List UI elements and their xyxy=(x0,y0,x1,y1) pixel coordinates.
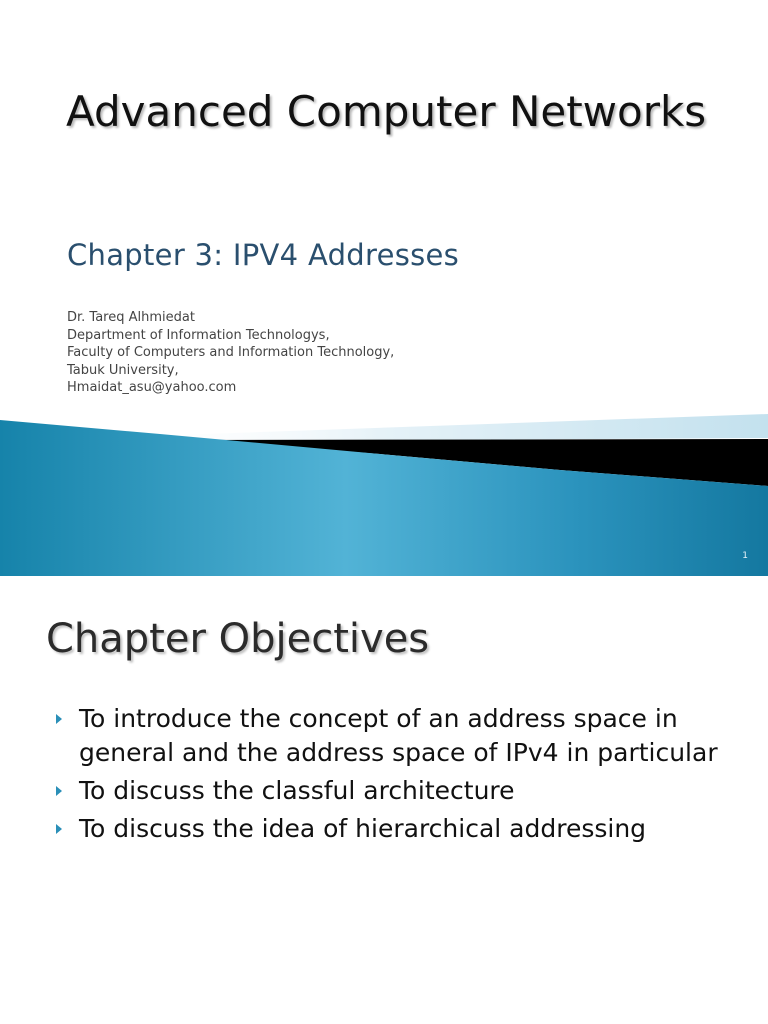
list-item xyxy=(54,774,744,808)
author-email: Hmaidat_asu@yahoo.com xyxy=(67,380,237,395)
author-university: Tabuk University, xyxy=(67,362,179,378)
author-faculty: Faculty of Computers and Information Technology, xyxy=(67,345,395,360)
objectives-title: Chapter Objectives xyxy=(46,616,430,662)
presentation-title: Advanced Computer Networks xyxy=(66,87,707,136)
objective-text: To discuss the classful architecture xyxy=(79,776,515,805)
author-department: Department of Information Technologys, xyxy=(67,327,330,343)
list-item xyxy=(54,702,744,770)
triangle-right-icon xyxy=(56,786,62,796)
objectives-slide xyxy=(0,576,768,1024)
objectives-list xyxy=(54,702,744,850)
author-name: Dr. Tareq Alhmiedat xyxy=(67,310,195,325)
chapter-subtitle: Chapter 3: IPV4 Addresses xyxy=(67,238,460,272)
triangle-right-icon xyxy=(56,714,62,724)
decorative-wave-band xyxy=(0,410,768,576)
objective-text: To introduce the concept of an address space in general and the address space of IPv4 in particular xyxy=(79,704,718,767)
list-item xyxy=(54,812,744,846)
slide-number: 1 xyxy=(742,551,748,561)
objective-text: To discuss the idea of hierarchical addressing xyxy=(79,814,647,843)
triangle-right-icon xyxy=(56,824,62,834)
light-wedge xyxy=(120,414,768,441)
author-info xyxy=(67,309,394,397)
